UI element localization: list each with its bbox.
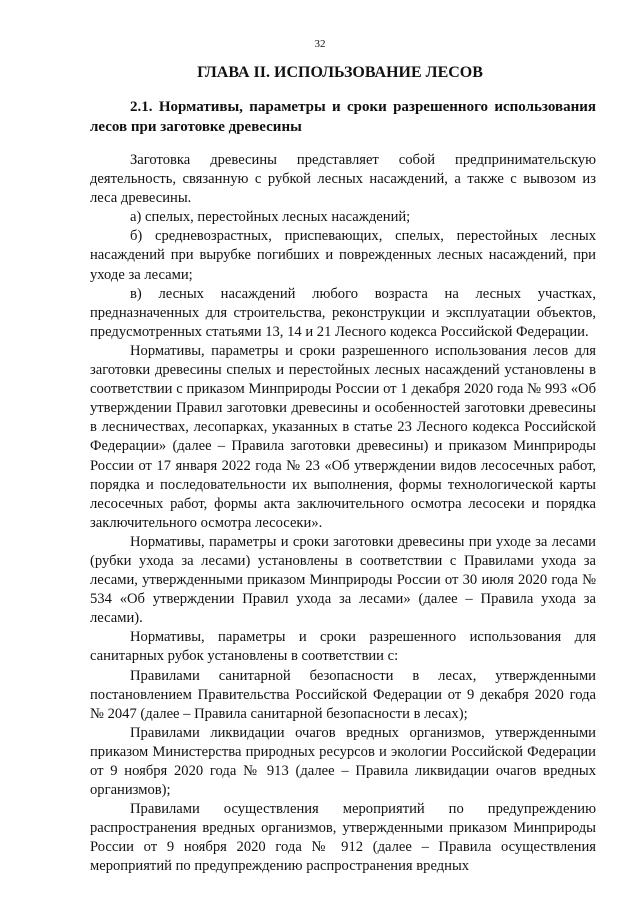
document-body [90,151,596,877]
paragraph: Заготовка древесины представляет собой предпринимательскую деятельность, связанную с рубкой лесных насаждений, а также с вывозом из леса древесины. [90,152,596,207]
list-item: б) средневозрастных, приспевающих, спелых, перестойных лесных насаждений при вырубке погибших и поврежденных лесных насаждений, при уходе за лесами; [90,228,596,283]
list-item: а) спелых, перестойных лесных насаждений; [130,209,411,226]
list-item: в) лесных насаждений любого возраста на лесных участках, предназначенных для строительства, реконструкции и эксплуатации объектов, предусмотренных статьями 13, 14 и 21 Лесного кодекса Российской Федерации. [90,285,596,340]
section-title: 2.1. Нормативы, параметры и сроки разрешенного использования лесов при заготовке древесины [90,99,596,135]
paragraph: Нормативы, параметры и сроки заготовки древесины при уходе за лесами (рубки ухода за лесами) установлены в соответствии с Правилами ухода за лесами, утвержденными приказом Минприроды России от 30 июля 2020 года № 534 «Об утверждении Правил ухода за лесами» (далее – Правила ухода за лесами). [90,533,596,627]
chapter-title: ГЛАВА II. ИСПОЛЬЗОВАНИЕ ЛЕСОВ [197,64,483,81]
paragraph: Правилами санитарной безопасности в лесах, утвержденными постановлением Правительства Российской Федерации от 9 декабря 2020 года № 2047 (далее – Правила санитарной безопасности в лесах); [90,667,596,722]
paragraph: Нормативы, параметры и сроки разрешенного использования для санитарных рубок установлены в соответствии с: [90,629,596,665]
paragraph: Правилами осуществления мероприятий по предупреждению распространения вредных организмов, утвержденными приказом Минприроды России от 9 ноября 2020 года № 912 (далее – Правила осуществления мероприятий по предупреждению распространения вредных [90,801,596,875]
page-number: 32 [314,38,326,50]
paragraph: Нормативы, параметры и сроки разрешенного использования лесов для заготовки древесины спелых и перестойных лесных насаждений установлены в соответствии с приказом Минприроды России от 1 декабря 2020 года № 993 «Об утверждении Правил заготовки древесины и особенностей заготовки древесины в лесничествах, лесопарках, указанных в статье 23 Лесного кодекса Российской Федерации» (далее – Правила заготовки древесины) и приказом Минприроды России от 17 января 2022 года № 23 «Об утверждении видов лесосечных работ, порядка и последовательности их выполнения, формы технологической карты лесосечных работ, формы акта заключительного осмотра лесосеки и порядка заключительного осмотра лесосеки». [90,342,596,531]
paragraph: Правилами ликвидации очагов вредных организмов, утвержденными приказом Министерства природных ресурсов и экологии Российской Федерации от 9 ноября 2020 года № 913 (далее – Правила ликвидации очагов вредных организмов); [90,724,596,799]
